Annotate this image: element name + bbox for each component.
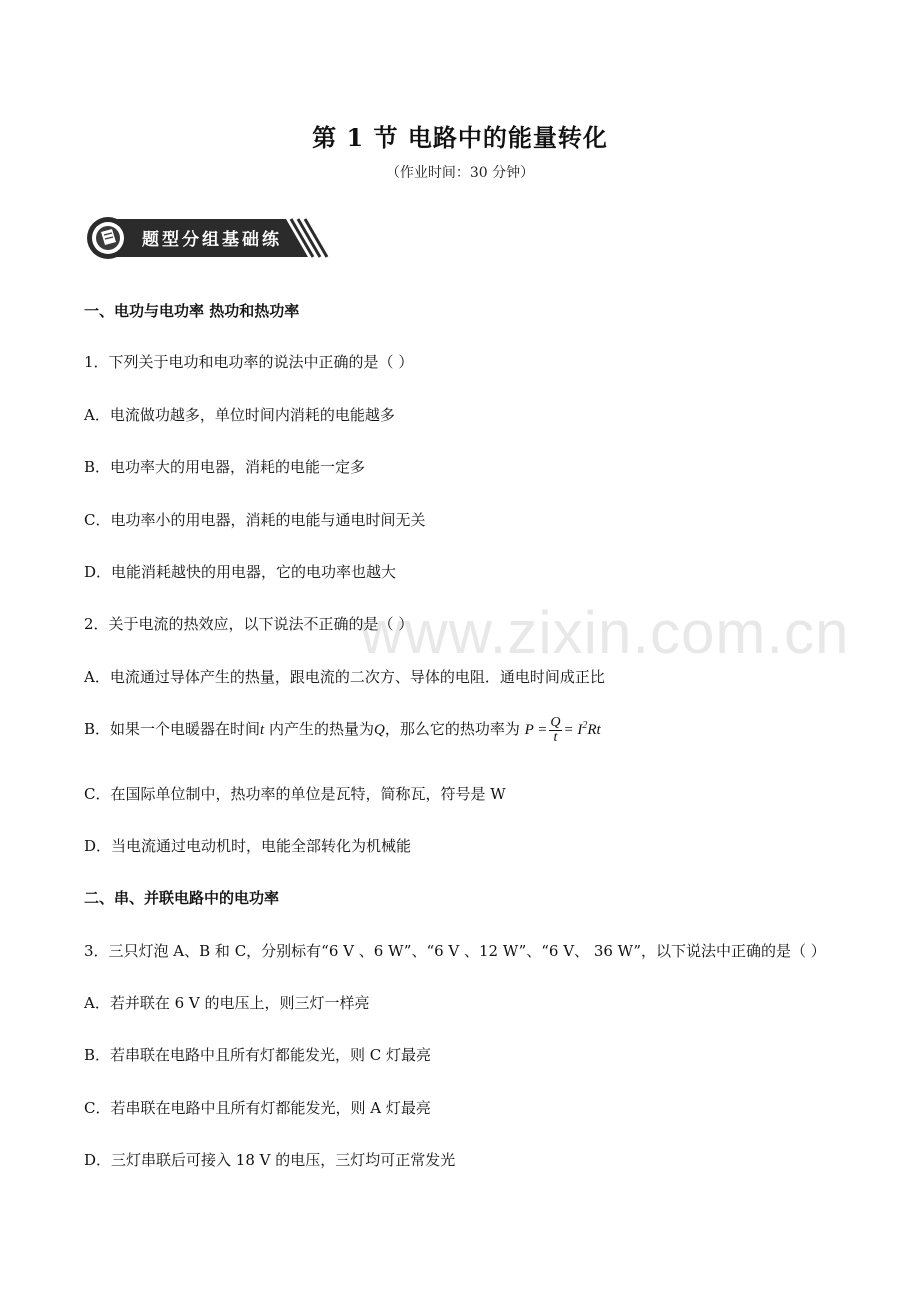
option-text: ，那么它的热功率为 <box>384 720 525 738</box>
section-banner <box>86 213 331 263</box>
section-heading: 一、电功与电功率 热功和热功率 <box>84 302 300 320</box>
question-stem: 2．关于电流的热效应，以下说法不正确的是（ ） <box>84 615 414 633</box>
question-option: C．电功率小的用电器，消耗的电能与通电时间无关 <box>84 511 426 529</box>
question-stem: 1．下列关于电功和电功率的说法中正确的是（ ） <box>84 353 414 371</box>
fraction-numerator: Q <box>550 714 561 730</box>
banner-graphic <box>86 213 331 263</box>
question-stem: 3．三只灯泡 A、B 和 C，分别标有“6 V 、6 W”、“6 V 、12 W”、“6 V、 36 W”，以下说法中正确的是（ ） <box>84 942 826 960</box>
page-subtitle: （作业时间：30 分钟） <box>385 165 535 181</box>
banner-label: 题型分组基础练 <box>142 230 282 250</box>
option-text: B．如果一个电暖器在时间 <box>84 720 261 738</box>
question-option: A．若并联在 6 V 的电压上，则三灯一样亮 <box>84 994 370 1012</box>
question-option <box>84 715 601 745</box>
question-option: A．电流做功越多，单位时间内消耗的电能越多 <box>84 406 395 424</box>
formula-lhs: P = <box>524 722 548 738</box>
formula-rt: Rt <box>587 722 601 738</box>
question-option: D．三灯串联后可接入 18 V 的电压，三灯均可正常发光 <box>84 1151 456 1169</box>
section-heading: 二、串、并联电路中的电功率 <box>84 889 280 907</box>
formula-rhs: = I <box>563 722 583 738</box>
formula-exponent: 2 <box>582 720 588 731</box>
question-option: B．若串联在电路中且所有灯都能发光，则 C 灯最亮 <box>84 1046 432 1064</box>
question-option: D．电能消耗越快的用电器，它的电功率也越大 <box>84 563 397 581</box>
question-option: A．电流通过导体产生的热量，跟电流的二次方、导体的电阻．通电时间成正比 <box>84 668 605 686</box>
option-text: 内产生的热量为 <box>264 720 374 738</box>
question-option: C．若串联在电路中且所有灯都能发光，则 A 灯最亮 <box>84 1099 431 1117</box>
watermark: www.zixin.com.cn <box>360 599 850 666</box>
formula-var: Q <box>373 722 385 738</box>
page-title: 第 1 节 电路中的能量转化 <box>312 123 608 152</box>
formula-var: t <box>260 722 265 738</box>
formula-fraction <box>549 716 561 745</box>
question-option: C．在国际单位制中，热功率的单位是瓦特，简称瓦，符号是 W <box>84 785 506 803</box>
fraction-denominator: t <box>553 729 558 745</box>
question-option: B．电功率大的用电器，消耗的电能一定多 <box>84 458 366 476</box>
question-option: D．当电流通过电动机时，电能全部转化为机械能 <box>84 837 412 855</box>
